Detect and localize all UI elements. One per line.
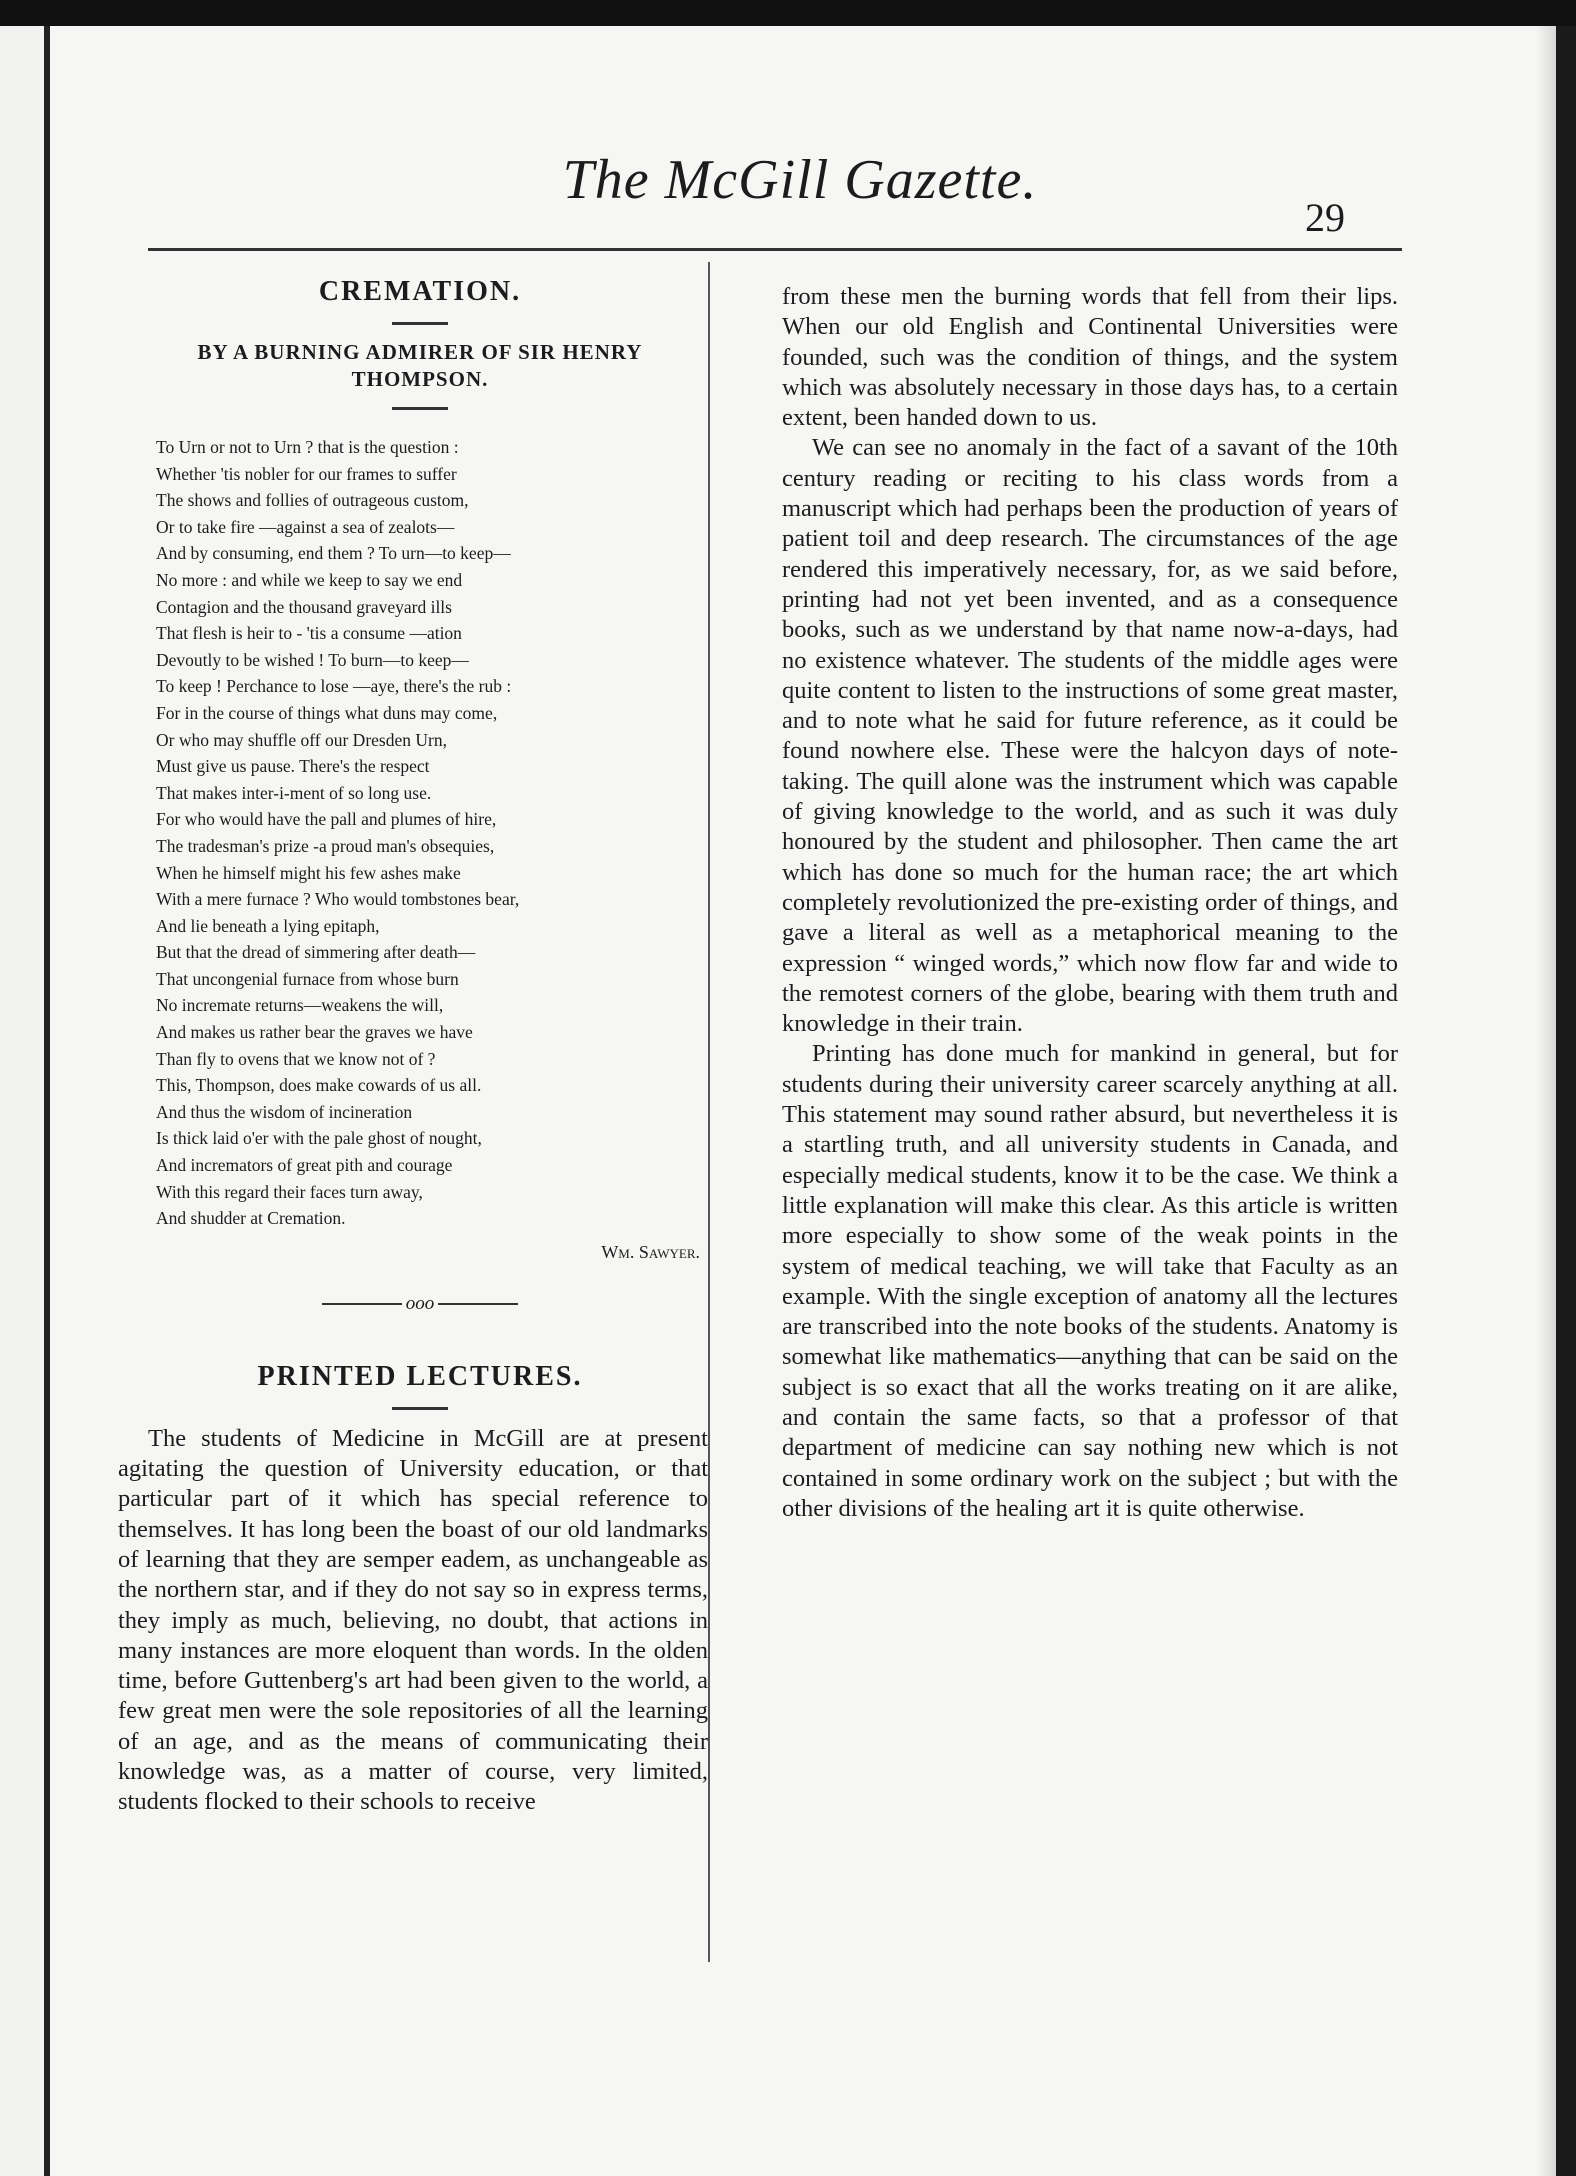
separator-ooo: ooo xyxy=(405,1292,435,1314)
signature: Wm. Sawyer. xyxy=(601,1241,700,1262)
poem-line: When he himself might his few ashes make xyxy=(156,862,461,883)
left-column xyxy=(118,276,708,1818)
right-column xyxy=(782,282,1398,1524)
poem-line: And by consuming, end them ? To urn—to keep— xyxy=(156,543,511,564)
paragraph: Printing has done much for mankind in general, but for students during their university career scarcely anything at all. This statement may sound rather absurd, but nevertheless it is a startling truth, and all university students in Canada, and especially medical students, know it to be the case. We think a little explanation will make this clear. As this article is written more especially to show some of the weak points in the system of medical teaching, we will take that Faculty as an example. With the single exception of anatomy all the lectures are transcribed into the note books of the students. Anatomy is somewhat like mathematics—anything that can be said on the subject is so exact that all the works treating on it are alike, and contain the same facts, so that a professor of that department of medicine can say nothing new which is not contained in some ordinary work on the subject ; but with the other divisions of the healing art it is quite otherwise. xyxy=(782,1040,1398,1522)
running-head: The McGill Gazette. xyxy=(562,149,1038,211)
poem-line: And lie beneath a lying epitaph, xyxy=(156,915,380,936)
poem-line: That flesh is heir to - 'tis a consume —ation xyxy=(156,623,462,644)
poem-line: The shows and follies of outrageous custom, xyxy=(156,490,469,511)
poem-line: That uncongenial furnace from whose burn xyxy=(156,968,459,989)
poem-line: Or to take fire —against a sea of zealots— xyxy=(156,516,455,537)
section-separator xyxy=(140,1293,700,1313)
page-gutter-shadow xyxy=(1536,26,1556,2176)
byline-rule xyxy=(392,407,448,410)
poem-line: Must give us pause. There's the respect xyxy=(156,756,430,777)
poem-line: This, Thompson, does make cowards of us all. xyxy=(156,1075,482,1096)
paragraph: from these men the burning words that fell from their lips. When our old English and Continental Universities were founded, such was the condition of things, and the system which was absolutely necessary in those days has, to a certain extent, been handed down to us. xyxy=(782,283,1398,432)
poem-line: Devoutly to be wished ! To burn—to keep— xyxy=(156,649,469,670)
separator-bar-right xyxy=(438,1303,518,1305)
title-rule-2 xyxy=(392,1407,448,1410)
poem-line: But that the dread of simmering after death— xyxy=(156,942,476,963)
page-number: 29 xyxy=(1305,195,1345,240)
byline: BY A BURNING ADMIRER OF SIR HENRY THOMPSON. xyxy=(197,340,643,391)
poem-line: For who would have the pall and plumes of hire, xyxy=(156,809,497,830)
poem-line: And makes us rather bear the graves we have xyxy=(156,1022,473,1043)
header-rule xyxy=(148,248,1402,251)
title-rule xyxy=(392,322,448,325)
separator-bar-left xyxy=(322,1303,402,1305)
poem-line: And thus the wisdom of incineration xyxy=(156,1101,413,1122)
column-divider xyxy=(708,262,710,1962)
article-title-cremation: CREMATION. xyxy=(318,276,522,307)
poem-line: Than fly to ovens that we know not of ? xyxy=(156,1048,436,1069)
poem-line: Is thick laid o'er with the pale ghost of nought, xyxy=(156,1128,482,1149)
poem-line: The tradesman's prize -a proud man's obsequies, xyxy=(156,835,495,856)
poem-line: No more : and while we keep to say we end xyxy=(156,569,463,590)
article-body-left xyxy=(118,1424,708,1818)
poem-line: Or who may shuffle off our Dresden Urn, xyxy=(156,729,447,750)
paragraph: We can see no anomaly in the fact of a savant of the 10th century reading or reciting to his class words from a manuscript which had perhaps been the production of years of patient toil and deep research. The circumstances of the age rendered this imperatively necessary, for, as we said before, printing had not yet been invented, and as a consequence books, such as we understand by that name now-a-days, had no existence whatever. The students of the middle ages were quite content to listen to the instructions of some great master, and to note what he said for future reference, as it could be found nowhere else. These were the halcyon days of note-taking. The quill alone was the instrument which was capable of giving knowledge to the world, and as such it was duly honoured by the student and philosopher. Then came the art which has done so much for the human race; the art which completely revolutionized the pre-existing order of things, and gave a literal as well as a metaphorical meaning to the expression “ winged words,” which now flow far and wide to the remotest corners of the globe, bearing with them truth and knowledge in their train. xyxy=(782,434,1398,1038)
poem xyxy=(156,434,700,1232)
poem-line: To Urn or not to Urn ? that is the question : xyxy=(156,437,459,457)
poem-line: Contagion and the thousand graveyard ills xyxy=(156,596,452,617)
poem-line: No incremate returns—weakens the will, xyxy=(156,995,444,1016)
poem-line: Whether 'tis nobler for our frames to suffer xyxy=(156,463,457,484)
poem-line: And incremators of great pith and courage xyxy=(156,1155,453,1176)
paragraph: The students of Medicine in McGill are at present agitating the question of University education, or that particular part of it which has special reference to themselves. It has long been the boast of our old landmarks of learning that they are semper eadem, as unchangeable as the northern star, and if they do not say so in express terms, they imply as much, believing, no doubt, that actions in many instances are more eloquent than words. In the olden time, before Guttenberg's art had been given to the world, a few great men were the sole repositories of all the learning of an age, and as the means of communicating their knowledge was, as a matter of course, very limited, students flocked to their schools to receive xyxy=(118,1424,708,1816)
scan-top-border xyxy=(0,0,1576,26)
poem-line: And shudder at Cremation. xyxy=(156,1208,346,1229)
article-title-printed-lectures: PRINTED LECTURES. xyxy=(257,1360,583,1392)
poem-line: For in the course of things what duns may come, xyxy=(156,702,498,723)
poem-line: To keep ! Perchance to lose —aye, there's the rub : xyxy=(156,676,512,697)
article-body-right xyxy=(782,282,1398,1524)
poem-line: With this regard their faces turn away, xyxy=(156,1181,423,1202)
poem-line: With a mere furnace ? Who would tombstones bear, xyxy=(156,889,520,910)
scan-left-margin xyxy=(0,26,48,2176)
poem-line: That makes inter-i-ment of so long use. xyxy=(156,782,432,803)
